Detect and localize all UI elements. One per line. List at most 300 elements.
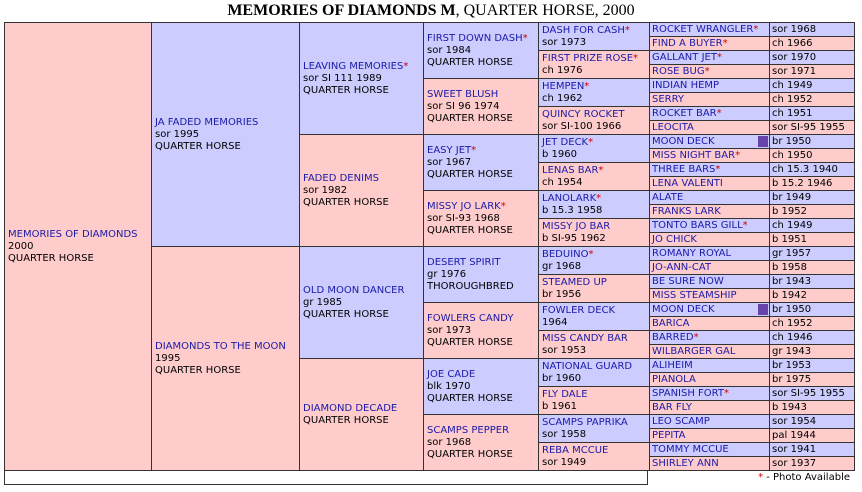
- horse-name-row: [650, 205, 769, 218]
- photo-star-icon: *: [724, 388, 730, 399]
- gen5-info-cell: [769, 36, 855, 51]
- horse-name-link[interactable]: PEPITA: [652, 430, 686, 441]
- gen4-cell[interactable]: [538, 414, 650, 443]
- horse-info-line: ch 1966: [772, 38, 813, 49]
- horse-name-row: [650, 415, 769, 428]
- horse-info-line: sor SI 96 1974: [427, 100, 500, 112]
- gen5-name-cell[interactable]: [649, 218, 770, 233]
- gen5-name-cell[interactable]: [649, 330, 770, 345]
- horse-details: [303, 173, 421, 209]
- horse-name-link[interactable]: OLD MOON DANCER: [303, 284, 405, 296]
- horse-name-link[interactable]: MISS CANDY BAR: [542, 332, 628, 344]
- photo-star-icon: *: [624, 24, 630, 36]
- horse-info-line: QUARTER HORSE: [303, 196, 389, 208]
- horse-info-line: sor 1968: [772, 24, 817, 35]
- horse-info-line: br 1956: [542, 288, 582, 300]
- horse-info-line: blk 1970: [427, 380, 471, 392]
- horse-info-line: br 1950: [772, 136, 812, 147]
- horse-info-line: ch 1954: [542, 176, 583, 188]
- pedigree-chart: [4, 22, 854, 470]
- horse-name-link[interactable]: LEO SCAMP: [652, 416, 710, 427]
- horse-details: [427, 33, 536, 69]
- horse-info-line: ch 1946: [772, 332, 813, 343]
- gen5-name-cell[interactable]: [649, 176, 770, 191]
- horse-name-row: [650, 163, 769, 176]
- horse-details: [542, 81, 647, 105]
- gen4-cell[interactable]: [538, 302, 650, 331]
- horse-info-line: sor SI-95 1955: [772, 122, 845, 133]
- horse-name-row: [650, 429, 769, 442]
- horse-info-line: b 1958: [772, 262, 807, 273]
- horse-name-link[interactable]: DIAMONDS TO THE MOON: [155, 340, 286, 352]
- gen5-info-cell: [769, 386, 855, 401]
- photo-star-icon: *: [403, 60, 409, 72]
- horse-name-link[interactable]: REBA MCCUE: [542, 444, 609, 456]
- gen5-info-cell: [769, 134, 855, 149]
- horse-name-link[interactable]: BE SURE NOW: [652, 276, 724, 287]
- gen4-cell[interactable]: [538, 162, 650, 191]
- gen5-info-cell: [769, 246, 855, 261]
- photo-star-icon: *: [693, 332, 699, 343]
- gen5-name-cell[interactable]: [649, 274, 770, 289]
- horse-name-row: [650, 233, 769, 246]
- horse-details: [542, 221, 647, 245]
- horse-info-line: b 15.3 1958: [542, 204, 603, 216]
- horse-name-row: [650, 331, 769, 344]
- horse-name-link[interactable]: BARICA: [652, 318, 690, 329]
- page-title: [0, 0, 862, 22]
- great-grandparent-cell[interactable]: [423, 190, 539, 247]
- gen5-info-cell: [769, 148, 855, 163]
- gen5-name-cell[interactable]: [649, 428, 770, 443]
- gen5-name-cell[interactable]: [649, 442, 770, 457]
- horse-name-row: [650, 261, 769, 274]
- horse-info-line: 1964: [542, 316, 568, 328]
- gen5-name-cell[interactable]: [649, 386, 770, 401]
- gen5-name-cell[interactable]: [649, 288, 770, 303]
- horse-name-row: [650, 135, 769, 148]
- horse-name-link[interactable]: PIANOLA: [652, 374, 696, 385]
- gen5-info-cell: [769, 442, 855, 457]
- gen5-name-cell[interactable]: [649, 50, 770, 65]
- horse-info-line: sor 1984: [427, 44, 472, 56]
- horse-name-link[interactable]: LANOLARK: [542, 192, 597, 204]
- great-grandparent-cell[interactable]: [423, 358, 539, 415]
- horse-name-row: [650, 303, 769, 316]
- gen5-info-cell: [769, 274, 855, 289]
- gen5-name-cell[interactable]: [649, 358, 770, 373]
- gen4-cell[interactable]: [538, 218, 650, 247]
- great-grandparent-cell[interactable]: [423, 246, 539, 303]
- horse-name-link[interactable]: BAR FLY: [652, 402, 692, 413]
- horse-name-row: [650, 387, 769, 400]
- title-subtitle: , QUARTER HORSE, 2000: [455, 2, 635, 19]
- horse-name-link[interactable]: JOE CADE: [427, 368, 476, 380]
- horse-name-link[interactable]: MOON DECK: [652, 304, 715, 315]
- gen5-name-cell[interactable]: [649, 414, 770, 429]
- gen5-name-cell[interactable]: [649, 22, 770, 37]
- horse-info-line: sor 1941: [772, 444, 817, 455]
- horse-info-line: QUARTER HORSE: [303, 414, 389, 426]
- horse-name-link[interactable]: JO-ANN-CAT: [652, 262, 712, 273]
- photo-star-icon: *: [588, 248, 594, 260]
- horse-name-link[interactable]: THREE BARS: [652, 164, 716, 175]
- grandparent-cell[interactable]: [299, 246, 424, 359]
- horse-name-link[interactable]: ALATE: [652, 192, 684, 203]
- gen5-info-cell: [769, 120, 855, 135]
- grandparent-cell[interactable]: [299, 134, 424, 247]
- horse-name-link[interactable]: MISSY JO BAR: [542, 220, 611, 232]
- horse-info-line: sor 1954: [772, 416, 817, 427]
- gen5-info-cell: [769, 414, 855, 429]
- photo-star-icon: *: [704, 66, 710, 77]
- gen5-info-cell: [769, 22, 855, 37]
- horse-name-row: [650, 149, 769, 162]
- horse-info-line: QUARTER HORSE: [427, 224, 513, 236]
- horse-name-link[interactable]: ROSE BUG: [652, 66, 705, 77]
- photo-star-icon: *: [735, 150, 741, 161]
- parent-cell[interactable]: [151, 246, 300, 471]
- gen4-cell[interactable]: [538, 274, 650, 303]
- horse-info-line: b 1951: [772, 234, 807, 245]
- horse-info-line: sor 1958: [542, 428, 587, 440]
- gen5-info-cell: [769, 92, 855, 107]
- subject-cell[interactable]: [4, 22, 152, 471]
- horse-name-link[interactable]: LEAVING MEMORIES: [303, 60, 404, 72]
- horse-info-line: br 1943: [772, 276, 812, 287]
- horse-details: [427, 313, 536, 349]
- horse-name-link[interactable]: ROCKET BAR: [652, 108, 717, 119]
- horse-info-line: gr 1957: [772, 248, 812, 259]
- horse-details: [542, 53, 647, 77]
- gen5-name-cell[interactable]: [649, 456, 770, 471]
- horse-name-link[interactable]: TOMMY MCCUE: [652, 444, 729, 455]
- photo-star-icon: *: [633, 52, 639, 64]
- gen5-info-cell: [769, 218, 855, 233]
- gen4-cell[interactable]: [538, 134, 650, 163]
- horse-name-link[interactable]: ROMANY ROYAL: [652, 248, 732, 259]
- grandparent-cell[interactable]: [299, 358, 424, 471]
- horse-name-link[interactable]: HEMPEN: [542, 80, 585, 92]
- horse-info-line: gr 1976: [427, 268, 467, 280]
- photo-thumbnail-icon[interactable]: [758, 136, 768, 147]
- gen5-name-cell[interactable]: [649, 204, 770, 219]
- gen4-cell[interactable]: [538, 386, 650, 415]
- horse-info-line: QUARTER HORSE: [155, 364, 241, 376]
- horse-name-row: [650, 51, 769, 64]
- gen5-name-cell[interactable]: [649, 372, 770, 387]
- horse-name-row: [650, 443, 769, 456]
- horse-details: [542, 445, 647, 469]
- horse-details: [8, 229, 149, 265]
- horse-details: [542, 277, 647, 301]
- horse-name-link[interactable]: TONTO BARS GILL: [652, 220, 743, 231]
- horse-name-link[interactable]: MOON DECK: [652, 136, 715, 147]
- horse-info-line: QUARTER HORSE: [427, 392, 513, 404]
- horse-info-line: b 1943: [772, 402, 807, 413]
- horse-name-link[interactable]: MISS STEAMSHIP: [652, 290, 737, 301]
- horse-name-link[interactable]: SWEET BLUSH: [427, 88, 499, 100]
- horse-details: [542, 137, 647, 161]
- gen4-cell[interactable]: [538, 50, 650, 79]
- horse-details: [427, 257, 536, 293]
- horse-info-line: br 1950: [772, 304, 812, 315]
- horse-info-line: b 1952: [772, 206, 807, 217]
- horse-name-link[interactable]: FRANKS LARK: [652, 206, 721, 217]
- horse-name-link[interactable]: LENA VALENTI: [652, 178, 723, 189]
- horse-name-link[interactable]: WILBARGER GAL: [652, 346, 736, 357]
- horse-info-line: sor 1937: [772, 458, 817, 469]
- horse-name-link[interactable]: SCAMPS PEPPER: [427, 424, 510, 436]
- horse-name-link[interactable]: SCAMPS PAPRIKA: [542, 416, 628, 428]
- gen5-name-cell[interactable]: [649, 148, 770, 163]
- gen5-info-cell: [769, 316, 855, 331]
- horse-details: [542, 165, 647, 189]
- gen4-cell[interactable]: [538, 190, 650, 219]
- horse-details: [427, 425, 536, 461]
- horse-info-line: sor SI-100 1966: [542, 120, 622, 132]
- photo-thumbnail-icon[interactable]: [758, 304, 768, 315]
- gen5-info-cell: [769, 162, 855, 177]
- gen5-info-cell: [769, 106, 855, 121]
- gen5-name-cell[interactable]: [649, 120, 770, 135]
- horse-name-row: [650, 219, 769, 232]
- horse-info-line: ch 15.3 1940: [772, 164, 838, 175]
- gen5-name-cell[interactable]: [649, 78, 770, 93]
- horse-name-row: [650, 37, 769, 50]
- horse-info-line: sor 1949: [542, 456, 587, 468]
- horse-name-row: [650, 93, 769, 106]
- horse-name-link[interactable]: ALIHEIM: [652, 360, 693, 371]
- horse-details: [303, 61, 421, 97]
- horse-name-link[interactable]: SHIRLEY ANN: [652, 458, 719, 469]
- gen5-name-cell[interactable]: [649, 260, 770, 275]
- horse-info-line: ch 1950: [772, 150, 813, 161]
- horse-name-row: [650, 401, 769, 414]
- horse-info-line: b SI-95 1962: [542, 232, 606, 244]
- horse-name-link[interactable]: FIRST PRIZE ROSE: [542, 52, 634, 64]
- horse-name-link[interactable]: MEMORIES OF DIAMONDS: [8, 228, 138, 240]
- gen4-cell[interactable]: [538, 358, 650, 387]
- gen5-name-cell[interactable]: [649, 232, 770, 247]
- grandparent-cell[interactable]: [299, 22, 424, 135]
- horse-name-row: [650, 79, 769, 92]
- photo-star-icon: *: [522, 32, 528, 44]
- horse-info-line: gr 1985: [303, 296, 343, 308]
- gen5-name-cell[interactable]: [649, 344, 770, 359]
- photo-star-icon: *: [471, 144, 477, 156]
- gen5-name-cell[interactable]: [649, 316, 770, 331]
- title-text: MEMORIES OF DIAMONDS M: [227, 2, 456, 19]
- gen5-info-cell: [769, 64, 855, 79]
- horse-info-line: br 1960: [542, 372, 582, 384]
- horse-details: [155, 341, 297, 377]
- horse-info-line: b 1942: [772, 290, 807, 301]
- horse-name-link[interactable]: SPANISH FORT: [652, 388, 725, 399]
- horse-info-line: br 1975: [772, 374, 812, 385]
- horse-name-row: [650, 191, 769, 204]
- horse-info-line: 2000: [8, 240, 34, 252]
- gen5-info-cell: [769, 260, 855, 275]
- gen5-name-cell[interactable]: [649, 106, 770, 121]
- photo-star-icon: *: [722, 38, 728, 49]
- great-grandparent-cell[interactable]: [423, 414, 539, 471]
- legend-star: *: [758, 472, 764, 483]
- horse-name-link[interactable]: FIRST DOWN DASH: [427, 32, 523, 44]
- horse-name-link[interactable]: STEAMED UP: [542, 276, 607, 288]
- gen5-name-cell[interactable]: [649, 92, 770, 107]
- horse-info-line: b 1961: [542, 400, 577, 412]
- gen5-name-cell[interactable]: [649, 162, 770, 177]
- horse-info-line: QUARTER HORSE: [427, 336, 513, 348]
- horse-name-link[interactable]: FLY DALE: [542, 388, 588, 400]
- horse-name-link[interactable]: JO CHICK: [652, 234, 697, 245]
- great-grandparent-cell[interactable]: [423, 78, 539, 135]
- horse-name-link[interactable]: DASH FOR CASH: [542, 24, 625, 36]
- gen5-info-cell: [769, 232, 855, 247]
- horse-name-link[interactable]: NATIONAL GUARD: [542, 360, 633, 372]
- horse-name-row: [650, 107, 769, 120]
- photo-star-icon: *: [753, 24, 759, 35]
- horse-name-row: [650, 65, 769, 78]
- gen5-name-cell[interactable]: [649, 400, 770, 415]
- photo-star-icon: *: [716, 108, 722, 119]
- horse-name-row: [650, 345, 769, 358]
- horse-name-link[interactable]: ROCKET WRANGLER: [652, 24, 754, 35]
- gen5-info-cell: [769, 344, 855, 359]
- horse-name-link[interactable]: INDIAN HEMP: [652, 80, 720, 91]
- gen4-cell[interactable]: [538, 442, 650, 471]
- horse-name-link[interactable]: JET DECK: [542, 136, 589, 148]
- horse-name-link[interactable]: EASY JET: [427, 144, 472, 156]
- horse-details: [303, 285, 421, 321]
- horse-name-link[interactable]: JA FADED MEMORIES: [155, 116, 259, 128]
- horse-info-line: b 1960: [542, 148, 577, 160]
- photo-star-icon: *: [588, 136, 594, 148]
- horse-details: [155, 117, 297, 153]
- horse-name-row: [650, 317, 769, 330]
- gen5-info-cell: [769, 78, 855, 93]
- horse-name-link[interactable]: LENAS BAR: [542, 164, 599, 176]
- horse-name-link[interactable]: FADED DENIMS: [303, 172, 379, 184]
- horse-info-line: sor 1971: [772, 66, 817, 77]
- horse-info-line: sor 1995: [155, 128, 200, 140]
- gen4-cell[interactable]: [538, 106, 650, 135]
- horse-name-link[interactable]: DESERT SPIRIT: [427, 256, 501, 268]
- horse-name-row: [650, 289, 769, 302]
- footer-bar: [4, 470, 648, 485]
- horse-info-line: ch 1949: [772, 80, 813, 91]
- photo-star-icon: *: [584, 80, 590, 92]
- gen5-name-cell[interactable]: [649, 246, 770, 261]
- horse-info-line: sor 1970: [772, 52, 817, 63]
- gen5-name-cell[interactable]: [649, 190, 770, 205]
- horse-name-link[interactable]: FOWLER DECK: [542, 304, 616, 316]
- parent-cell[interactable]: [151, 22, 300, 247]
- gen5-name-cell[interactable]: [649, 36, 770, 51]
- gen5-info-cell: [769, 190, 855, 205]
- horse-info-line: sor 1982: [303, 184, 348, 196]
- horse-name-row: [650, 359, 769, 372]
- horse-name-row: [650, 177, 769, 190]
- horse-info-line: ch 1952: [772, 94, 813, 105]
- photo-star-icon: *: [500, 200, 506, 212]
- horse-info-line: 1995: [155, 352, 181, 364]
- horse-name-link[interactable]: LEOCITA: [652, 122, 694, 133]
- horse-name-link[interactable]: DIAMOND DECADE: [303, 402, 398, 414]
- gen5-name-cell[interactable]: [649, 134, 770, 149]
- horse-info-line: sor SI-95 1955: [772, 388, 845, 399]
- gen5-info-cell: [769, 456, 855, 471]
- horse-name-link[interactable]: BEDUINO: [542, 248, 589, 260]
- photo-star-icon: *: [596, 192, 602, 204]
- horse-name-link[interactable]: BARRED: [652, 332, 694, 343]
- gen5-info-cell: [769, 358, 855, 373]
- gen4-cell[interactable]: [538, 78, 650, 107]
- horse-name-link[interactable]: MISS NIGHT BAR: [652, 150, 736, 161]
- horse-name-row: [650, 373, 769, 386]
- horse-info-line: sor 1967: [427, 156, 472, 168]
- horse-info-line: QUARTER HORSE: [155, 140, 241, 152]
- horse-details: [427, 89, 536, 125]
- photo-star-icon: *: [716, 52, 722, 63]
- horse-details: [542, 109, 647, 133]
- gen5-name-cell[interactable]: [649, 302, 770, 317]
- horse-info-line: sor 1953: [542, 344, 587, 356]
- great-grandparent-cell[interactable]: [423, 22, 539, 79]
- horse-details: [427, 369, 536, 405]
- horse-name-link[interactable]: MISSY JO LARK: [427, 200, 501, 212]
- horse-info-line: ch 1951: [772, 108, 813, 119]
- horse-details: [542, 305, 647, 329]
- gen4-cell[interactable]: [538, 330, 650, 359]
- horse-info-line: ch 1976: [542, 64, 583, 76]
- horse-name-link[interactable]: SERRY: [652, 94, 685, 105]
- horse-details: [542, 389, 647, 413]
- gen5-info-cell: [769, 400, 855, 415]
- gen5-info-cell: [769, 428, 855, 443]
- horse-name-link[interactable]: QUINCY ROCKET: [542, 108, 625, 120]
- horse-info-line: ch 1949: [772, 220, 813, 231]
- gen4-cell[interactable]: [538, 22, 650, 51]
- horse-name-link[interactable]: FIND A BUYER: [652, 38, 723, 49]
- horse-info-line: sor 1968: [427, 436, 472, 448]
- gen4-cell[interactable]: [538, 246, 650, 275]
- horse-info-line: sor 1973: [542, 36, 587, 48]
- great-grandparent-cell[interactable]: [423, 134, 539, 191]
- horse-info-line: QUARTER HORSE: [427, 56, 513, 68]
- horse-info-line: QUARTER HORSE: [427, 112, 513, 124]
- horse-info-line: QUARTER HORSE: [427, 448, 513, 460]
- photo-star-icon: *: [742, 220, 748, 231]
- great-grandparent-cell[interactable]: [423, 302, 539, 359]
- horse-info-line: ch 1962: [542, 92, 583, 104]
- gen5-name-cell[interactable]: [649, 64, 770, 79]
- horse-info-line: THOROUGHBRED: [427, 280, 514, 292]
- horse-name-row: [650, 247, 769, 260]
- horse-details: [427, 145, 536, 181]
- horse-name-link[interactable]: FOWLERS CANDY: [427, 312, 514, 324]
- horse-info-line: ch 1952: [772, 318, 813, 329]
- horse-name-link[interactable]: GALLANT JET: [652, 52, 717, 63]
- horse-info-line: br 1953: [772, 360, 812, 371]
- horse-info-line: QUARTER HORSE: [303, 84, 389, 96]
- horse-info-line: sor 1973: [427, 324, 472, 336]
- horse-info-line: b 15.2 1946: [772, 178, 833, 189]
- horse-details: [542, 193, 647, 217]
- horse-name-row: [650, 275, 769, 288]
- horse-info-line: QUARTER HORSE: [303, 308, 389, 320]
